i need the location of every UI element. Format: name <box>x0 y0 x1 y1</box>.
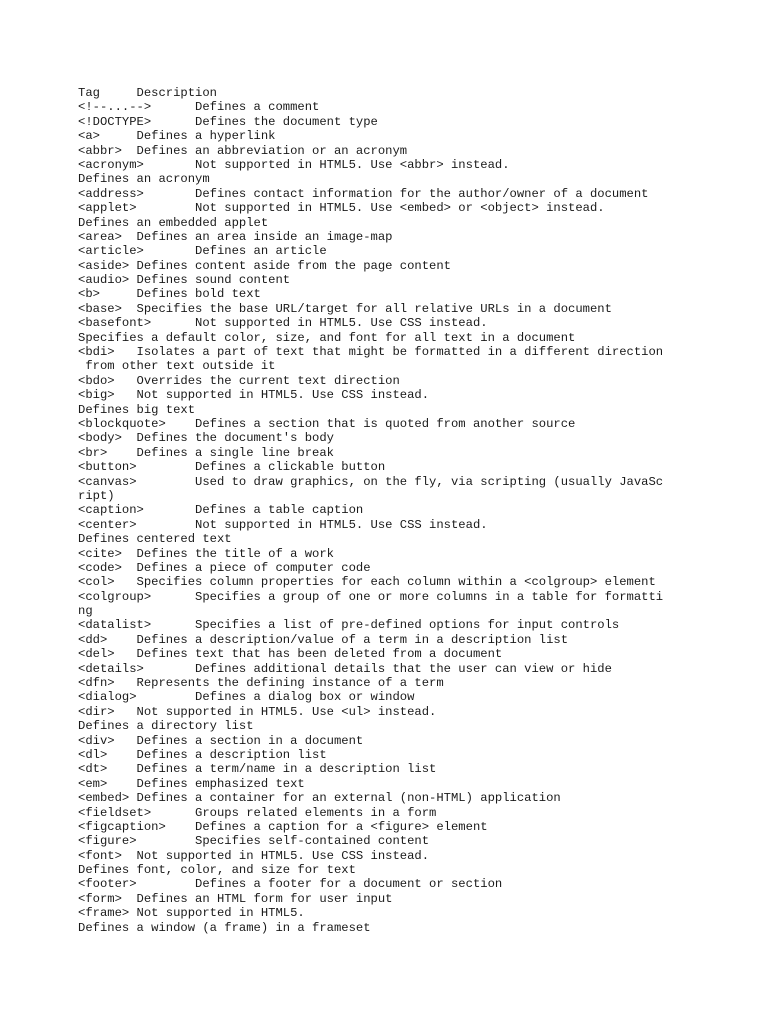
text-line: <footer> Defines a footer for a document or section <box>78 877 503 892</box>
text-line: <dt> Defines a term/name in a description list <box>78 762 437 777</box>
text-line: Defines an acronym <box>78 172 210 187</box>
text-line: <!DOCTYPE> Defines the document type <box>78 114 378 129</box>
text-line: <blockquote> Defines a section that is quoted from another source <box>78 416 576 431</box>
text-line: <col> Specifies column properties for each column within a <colgroup> element <box>78 575 656 590</box>
text-line: <audio> Defines sound content <box>78 273 291 288</box>
text-line: <address> Defines contact information for the author/owner of a document <box>78 186 649 201</box>
text-line: from other text outside it <box>78 359 276 374</box>
text-line: <article> Defines an article <box>78 244 327 259</box>
text-line: <center> Not supported in HTML5. Use CSS instead. <box>78 517 488 532</box>
text-line: <colgroup> Specifies a group of one or more columns in a table for formatti <box>78 589 664 604</box>
text-line: <form> Defines an HTML form for user input <box>78 891 393 906</box>
document-page <box>78 86 728 935</box>
text-line: <dd> Defines a description/value of a term in a description list <box>78 632 569 647</box>
text-line: <cite> Defines the title of a work <box>78 546 334 561</box>
text-line: <div> Defines a section in a document <box>78 733 364 748</box>
text-line: ript) <box>78 488 115 503</box>
text-line: <acronym> Not supported in HTML5. Use <abbr> instead. <box>78 157 510 172</box>
text-line: <dfn> Represents the defining instance of a term <box>78 676 444 691</box>
text-line: Defines centered text <box>78 532 232 547</box>
text-line: <applet> Not supported in HTML5. Use <embed> or <object> instead. <box>78 201 605 216</box>
text-line: <br> Defines a single line break <box>78 445 334 460</box>
text-line: <button> Defines a clickable button <box>78 460 386 475</box>
text-line: <code> Defines a piece of computer code <box>78 560 371 575</box>
text-line: <dir> Not supported in HTML5. Use <ul> instead. <box>78 704 437 719</box>
text-line: <font> Not supported in HTML5. Use CSS instead. <box>78 848 430 863</box>
text-line: Defines a directory list <box>78 719 254 734</box>
text-line: <abbr> Defines an abbreviation or an acronym <box>78 143 408 158</box>
text-line: <basefont> Not supported in HTML5. Use CSS instead. <box>78 316 488 331</box>
text-line: <figcaption> Defines a caption for a <figure> element <box>78 819 488 834</box>
text-line: <dialog> Defines a dialog box or window <box>78 690 415 705</box>
text-line: <body> Defines the document's body <box>78 431 334 446</box>
text-line: <area> Defines an area inside an image-map <box>78 229 393 244</box>
text-line: <embed> Defines a container for an external (non-HTML) application <box>78 791 561 806</box>
text-line: <bdo> Overrides the current text direction <box>78 373 400 388</box>
text-line: <base> Specifies the base URL/target for all relative URLs in a document <box>78 301 612 316</box>
text-line: <dl> Defines a description list <box>78 747 327 762</box>
text-line: <aside> Defines content aside from the page content <box>78 258 451 273</box>
text-line: <b> Defines bold text <box>78 287 261 302</box>
text-line: <caption> Defines a table caption <box>78 503 364 518</box>
text-line: <details> Defines additional details that the user can view or hide <box>78 661 612 676</box>
text-line: Defines big text <box>78 402 196 417</box>
text-line: <del> Defines text that has been deleted from a document <box>78 647 503 662</box>
text-line: <em> Defines emphasized text <box>78 776 305 791</box>
text-line: Defines an embedded applet <box>78 215 269 230</box>
text-line: Defines a window (a frame) in a frameset <box>78 920 371 935</box>
text-line: <bdi> Isolates a part of text that might be formatted in a different direction <box>78 345 664 360</box>
text-line: <canvas> Used to draw graphics, on the fly, via scripting (usually JavaSc <box>78 474 664 489</box>
text-line: Specifies a default color, size, and font for all text in a document <box>78 330 576 345</box>
text-line: ng <box>78 604 93 619</box>
text-line: Defines font, color, and size for text <box>78 863 356 878</box>
text-line: <fieldset> Groups related elements in a form <box>78 805 437 820</box>
text-line: <figure> Specifies self-contained content <box>78 834 430 849</box>
text-line: <big> Not supported in HTML5. Use CSS instead. <box>78 388 430 403</box>
text-line: Tag Description <box>78 86 217 100</box>
text-line: <!--...--> Defines a comment <box>78 100 320 115</box>
text-line: <frame> Not supported in HTML5. <box>78 906 305 921</box>
text-line: <a> Defines a hyperlink <box>78 129 276 144</box>
text-line: <datalist> Specifies a list of pre-defined options for input controls <box>78 618 620 633</box>
